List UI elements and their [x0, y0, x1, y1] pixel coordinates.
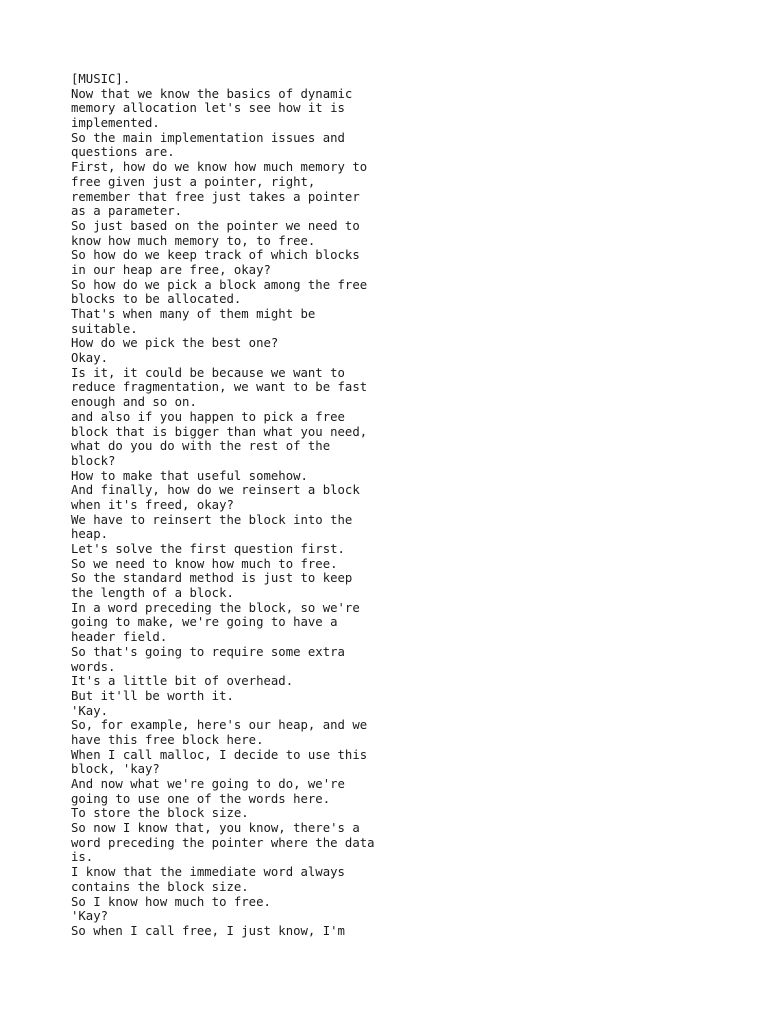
transcript-line: We have to reinsert the block into the	[71, 512, 353, 527]
transcript-line: So when I call free, I just know, I'm	[71, 923, 345, 938]
transcript-line: the length of a block.	[71, 586, 234, 601]
transcript-line: reduce fragmentation, we want to be fast	[71, 380, 368, 395]
transcript-line: word preceding the pointer where the data	[71, 835, 375, 850]
transcript-line: 'Kay.	[71, 703, 109, 718]
transcript-line: questions are.	[71, 145, 175, 160]
transcript-line: going to use one of the words here.	[71, 791, 331, 806]
transcript-line: So that's going to require some extra	[71, 644, 345, 659]
transcript-line: So the main implementation issues and	[71, 130, 345, 145]
transcript-line: blocks to be allocated.	[71, 292, 242, 307]
transcript-line: Is it, it could be because we want to	[71, 365, 345, 380]
transcript-line: what do you do with the rest of the	[71, 439, 331, 454]
transcript-line: heap.	[71, 527, 109, 542]
transcript-line: enough and so on.	[71, 395, 197, 410]
transcript-line: Let's solve the first question first.	[71, 542, 345, 556]
transcript-line: So how do we pick a block among the free	[71, 277, 368, 292]
transcript-line: header field.	[71, 630, 168, 645]
transcript-line: It's a little bit of overhead.	[71, 674, 294, 689]
transcript-line: suitable.	[71, 321, 138, 336]
transcript-line: in our heap are free, okay?	[71, 262, 271, 277]
transcript-line: block, 'kay?	[71, 762, 160, 777]
transcript-line: So how do we keep track of which blocks	[71, 248, 360, 263]
transcript-line: Okay.	[71, 351, 109, 366]
transcript-line: In a word preceding the block, so we're	[71, 600, 360, 615]
transcript-line: I know that the immediate word always	[71, 865, 345, 880]
transcript-line: and also if you happen to pick a free	[71, 409, 345, 424]
transcript-line: So I know how much to free.	[71, 894, 271, 909]
transcript-line: free given just a pointer, right,	[71, 174, 316, 189]
transcript-text	[71, 72, 731, 939]
transcript-line: [MUSIC].	[71, 72, 131, 86]
transcript-line: But it'll be worth it.	[71, 688, 234, 703]
transcript-line: When I call malloc, I decide to use this	[71, 747, 368, 762]
transcript-line: block that is bigger than what you need,	[71, 424, 368, 439]
transcript-line: as a parameter.	[71, 204, 183, 219]
transcript-line: To store the block size.	[71, 806, 249, 821]
transcript-line: So, for example, here's our heap, and we	[71, 718, 368, 733]
transcript-line: contains the block size.	[71, 879, 249, 894]
transcript-line: First, how do we know how much memory to	[71, 160, 368, 175]
transcript-line: remember that free just takes a pointer	[71, 189, 360, 204]
transcript-line: block?	[71, 453, 116, 468]
transcript-line: 'Kay?	[71, 909, 109, 924]
transcript-line: How to make that useful somehow.	[71, 468, 308, 483]
transcript-line: is.	[71, 850, 94, 865]
transcript-line: So now I know that, you know, there's a	[71, 821, 360, 836]
transcript-line: How do we pick the best one?	[71, 336, 279, 351]
transcript-line: So we need to know how much to free.	[71, 556, 338, 571]
transcript-line: going to make, we're going to have a	[71, 615, 338, 630]
transcript-line: Now that we know the basics of dynamic	[71, 86, 353, 101]
transcript-line: words.	[71, 659, 116, 674]
transcript-line: have this free block here.	[71, 732, 264, 747]
transcript-line: That's when many of them might be	[71, 307, 316, 321]
transcript-line: So just based on the pointer we need to	[71, 218, 360, 233]
transcript-line: implemented.	[71, 116, 160, 131]
transcript-line: And now what we're going to do, we're	[71, 777, 345, 791]
transcript-line: memory allocation let's see how it is	[71, 101, 345, 116]
transcript-line: know how much memory to, to free.	[71, 233, 316, 248]
transcript-line: So the standard method is just to keep	[71, 571, 353, 586]
transcript-line: when it's freed, okay?	[71, 497, 234, 512]
transcript-line: And finally, how do we reinsert a block	[71, 483, 360, 498]
